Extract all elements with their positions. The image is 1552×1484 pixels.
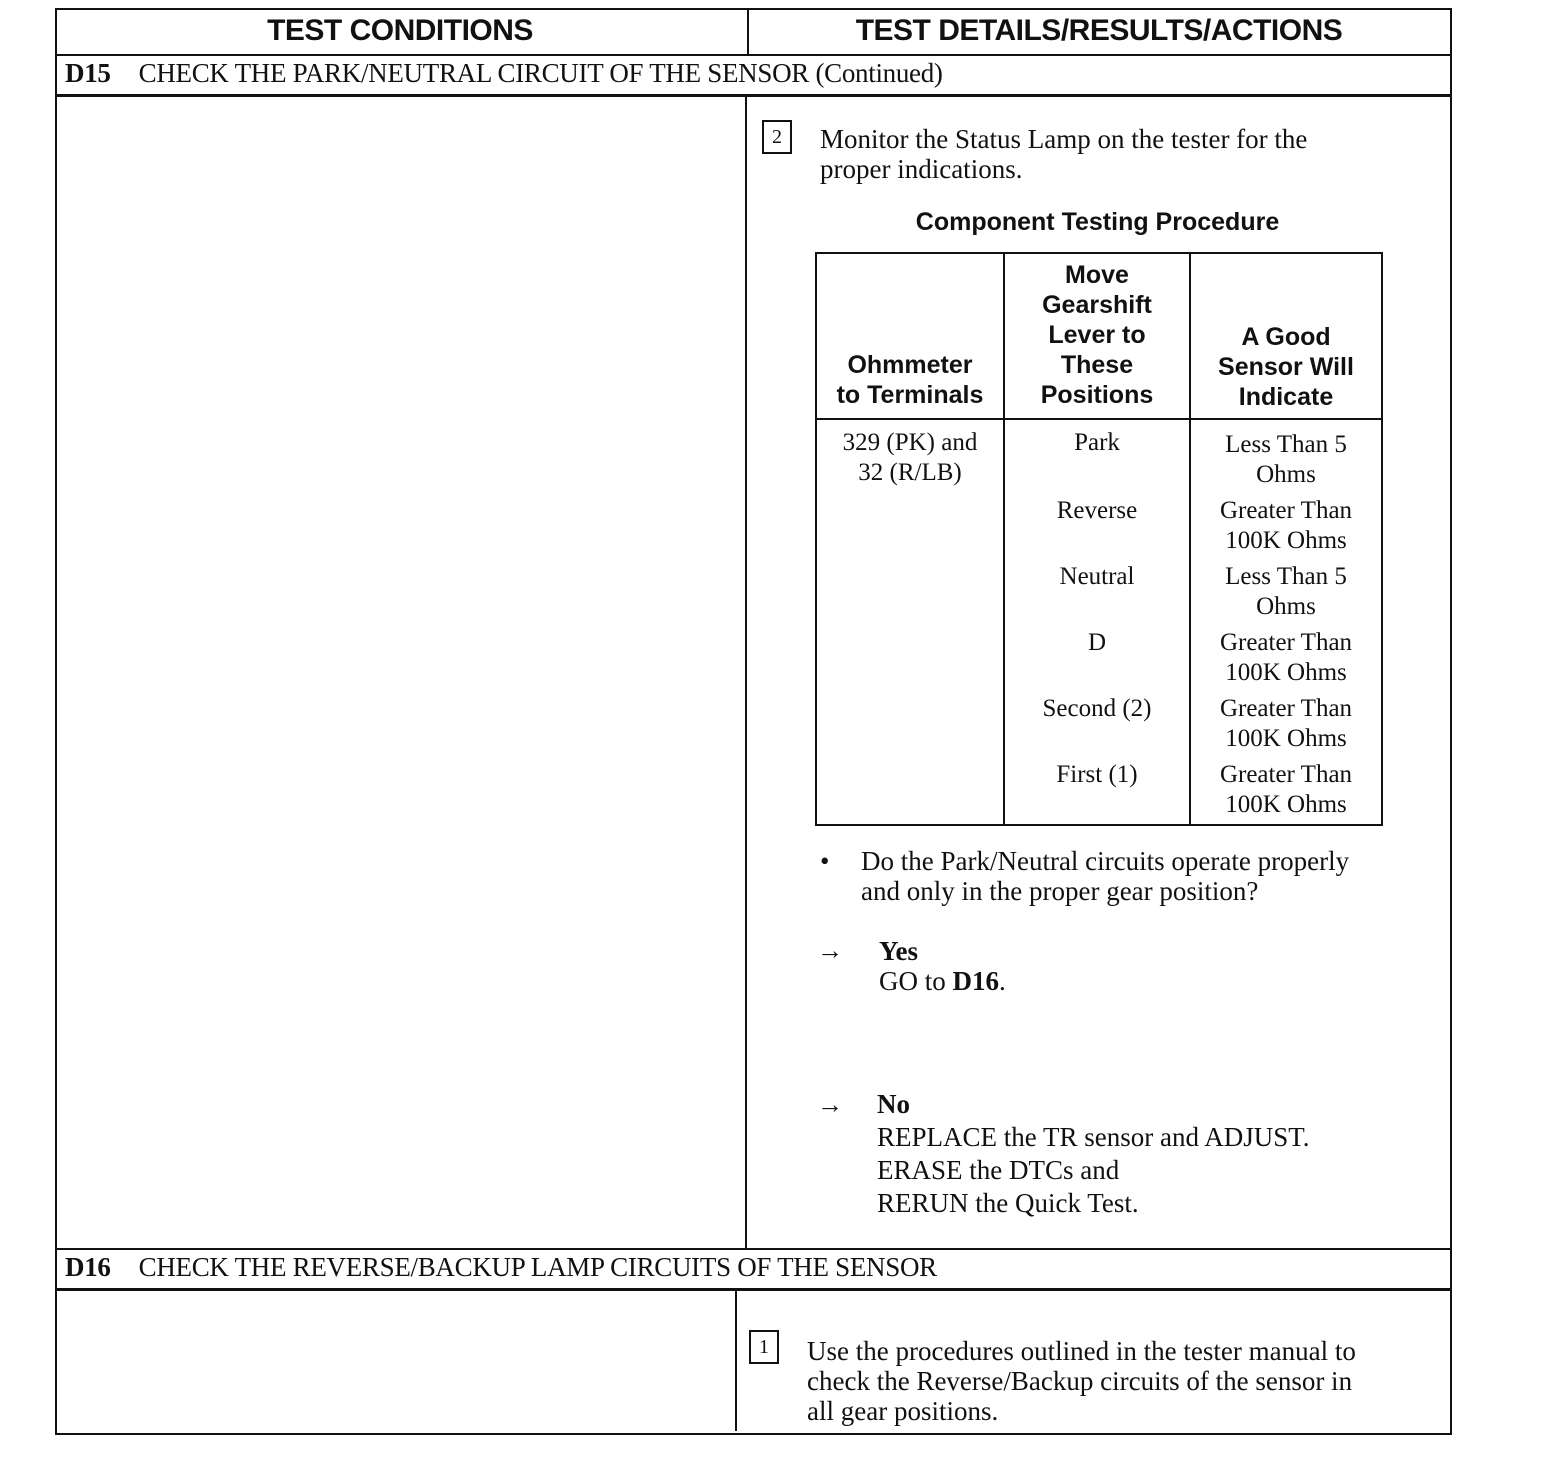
yes-arrow-icon: →: [817, 936, 843, 965]
question-line-1: Do the Park/Neutral circuits operate properly: [861, 846, 1350, 876]
no-action-line-1: REPLACE the TR sensor and ADJUST.: [877, 1122, 1310, 1152]
d16-step-line-1: Use the procedures outlined in the tester manual to: [807, 1336, 1356, 1366]
d15-code: D15: [65, 58, 111, 88]
table-header-terminals: [817, 350, 1003, 410]
d15-column-divider: [745, 94, 747, 1248]
no-arrow-icon: →: [817, 1090, 843, 1119]
d16-step-line-2: check the Reverse/Backup circuits of the sensor in: [807, 1366, 1353, 1396]
th-positions-line-4: These: [1060, 351, 1134, 379]
d16-title-text: CHECK THE REVERSE/BACKUP LAMP CIRCUITS OF THE SENSOR: [138, 1252, 937, 1282]
d16-step-line-3: all gear positions.: [807, 1396, 999, 1426]
yes-branch: [879, 936, 1006, 996]
table-header-indicate: [1191, 322, 1381, 412]
table-row-result: [1191, 760, 1381, 820]
no-branch: [877, 1088, 1310, 1220]
rule-above-d16-title: [55, 1248, 1450, 1250]
table-row-result: [1191, 562, 1381, 622]
result-line-1: Greater Than: [1219, 629, 1353, 656]
th-indicate-line-3: Indicate: [1238, 383, 1334, 411]
th-positions-line-5: Positions: [1040, 381, 1154, 409]
question-bullet: •: [820, 846, 830, 876]
yes-action: [879, 966, 1006, 996]
result-line-2: 100K Ohms: [1225, 725, 1347, 752]
table-cell-terminals: [817, 428, 1003, 488]
d16-column-divider: [735, 1288, 737, 1431]
table-header-positions: [1005, 260, 1189, 410]
th-terminals-line-2: to Terminals: [836, 381, 984, 409]
service-manual-page: [55, 8, 1450, 1433]
rule-under-header: [55, 54, 1450, 56]
question-line-2: and only in the proper gear position?: [861, 876, 1259, 906]
table-row-result: [1191, 628, 1381, 688]
result-line-1: Less Than 5: [1225, 431, 1347, 458]
no-action-line-3: RERUN the Quick Test.: [877, 1188, 1139, 1218]
result-line-1: Greater Than: [1219, 695, 1353, 722]
table-row-position: First (1): [1056, 761, 1138, 788]
d15-step-text-line-2: proper indications.: [820, 154, 1023, 184]
th-indicate-line-1: A Good: [1241, 323, 1331, 351]
th-positions-line-2: Gearshift: [1042, 291, 1152, 319]
result-line-2: 100K Ohms: [1225, 791, 1347, 818]
table-header-rule: [817, 418, 1381, 420]
no-action-line-2: ERASE the DTCs and: [877, 1155, 1120, 1185]
d15-question: [861, 846, 1349, 906]
th-terminals-line-1: Ohmmeter: [847, 351, 973, 379]
d16-step-text: [807, 1336, 1356, 1426]
table-row-position: Park: [1074, 429, 1120, 456]
rule-under-d16-title: [55, 1288, 1450, 1291]
result-line-1: Greater Than: [1219, 497, 1353, 524]
th-indicate-line-2: Sensor Will: [1218, 353, 1354, 381]
th-positions-line-3: Lever to: [1048, 321, 1146, 349]
yes-label: Yes: [879, 936, 918, 966]
d15-section-title: [65, 58, 943, 89]
result-line-2: Ohms: [1256, 593, 1316, 620]
table-row-result: [1191, 430, 1381, 490]
test-details-header: TEST DETAILS/RESULTS/ACTIONS: [855, 14, 1343, 47]
d15-step-text: [820, 124, 1307, 184]
d15-step-text-line-1: Monitor the Status Lamp on the tester for the: [820, 124, 1308, 154]
d16-code: D16: [65, 1252, 111, 1282]
th-positions-line-1: Move: [1065, 261, 1129, 289]
d16-step-number-box: 1: [749, 1330, 779, 1364]
terminals-line-1: 329 (PK) and: [842, 429, 978, 456]
test-conditions-header: TEST CONDITIONS: [267, 14, 533, 47]
yes-action-suffix: .: [999, 966, 1006, 996]
result-line-2: 100K Ohms: [1225, 659, 1347, 686]
result-line-2: 100K Ohms: [1225, 527, 1347, 554]
yes-action-prefix: GO to: [879, 966, 953, 996]
table-row-position: Neutral: [1059, 563, 1135, 590]
d15-step-number-box: 2: [762, 120, 792, 154]
no-label: No: [877, 1089, 910, 1119]
terminals-line-2: 32 (R/LB): [858, 459, 962, 486]
yes-action-target: D16: [952, 966, 999, 996]
table-row-position: Reverse: [1056, 497, 1138, 524]
component-table-title: Component Testing Procedure: [915, 208, 1280, 236]
result-line-1: Greater Than: [1219, 761, 1353, 788]
rule-under-d15-title: [55, 94, 1450, 97]
table-row-result: [1191, 694, 1381, 754]
component-testing-table: [815, 252, 1383, 826]
table-row-position: D: [1087, 629, 1107, 656]
table-row-result: [1191, 496, 1381, 556]
header-divider: [747, 8, 749, 54]
result-line-1: Less Than 5: [1225, 563, 1347, 590]
result-line-2: Ohms: [1256, 461, 1316, 488]
table-row-position: Second (2): [1042, 695, 1152, 722]
d16-section-title: [65, 1252, 937, 1283]
d15-title-text: CHECK THE PARK/NEUTRAL CIRCUIT OF THE SENSOR (Continued): [138, 58, 943, 88]
